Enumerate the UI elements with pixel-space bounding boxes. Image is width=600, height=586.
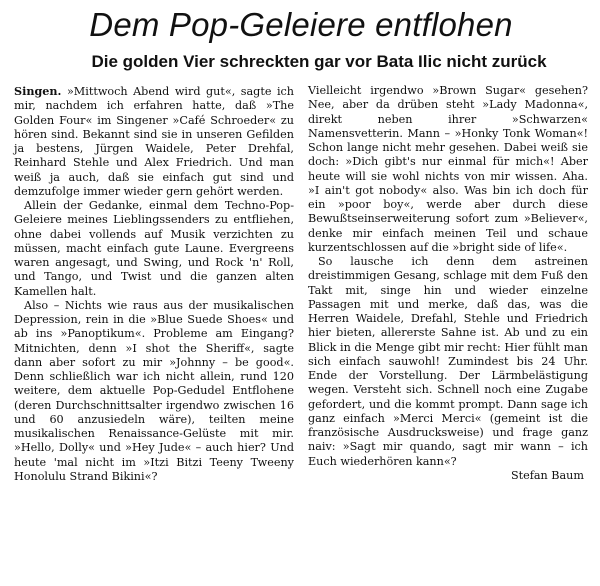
paragraph: Also – Nichts wie raus aus der musikalischen Depression, rein in die »Blue Suede Shoes« und ab ins »Panoptikum«. Probleme am Eingang? Mitnichten, denn »I shot the Sheriff«, sagte dann aber sofort zu mir »Johnny – be good«. Denn schließlich war ich nicht allein, rund 120 weitere, dem aktuelle Pop-Gedudel Entflohene (deren Durchschnittsalter irgendwo zwischen 16 und 60 anzusiedeln wäre), teilten meine musikalischen Renaissance-Gelüste mit mir. »Hello, Dolly« und »Hey Jude« – auch hier? Und heute 'mal nicht im »Itzi Bitzi Teeny Tweeny Honolulu Strand Bikini«? xyxy=(14,298,294,483)
paragraph: Vielleicht irgendwo »Brown Sugar« gesehen? Nee, aber da drüben steht »Lady Madonna«, direkt neben ihrer »Schwarzen« Namensvetterin. Mann – »Honky Tonk Woman«! Schon lange nicht mehr gesehen. Dabei weiß sie doch: »Dich gibt's nur einmal für mich«! Aber heute will sie wohl nichts von mir wissen. Aha. »I ain't got nobody« also. Was bin ich doch für ein »poor boy«, werde aber durch diese Bewußtseinserweiterung sofort zum »Believer«, denke mir einfach meinen Teil und schaue kurzentschlossen auf die »bright side of life«. xyxy=(308,84,588,254)
paragraph xyxy=(14,84,294,199)
paragraph: So lausche ich denn dem astreinen dreistimmigen Gesang, schlage mit dem Fuß den Takt mit, singe hin und wieder einzelne Passagen mit und merke, daß das, was die Herren Waidele, Drefahl, Stehle und Friedrich hier bieten, allererste Sahne ist. Ab und zu ein Blick in die Menge gibt mir recht: Hier fühlt man sich einfach sauwohl! Zumindest bis 24 Uhr. Ende der Vorstellung. Der Lärmbelästigung wegen. Versteht sich. Schnell noch eine Zugabe gefordert, und die kommt prompt. Dann sage ich ganz einfach »Merci Merci« (gemeint ist die französische Ausdrucksweise) und frage ganz naiv: »Sagt mir quando, sagt mir wann – ich Euch wiederhören kann«? xyxy=(308,255,588,468)
subheadline: Die golden Vier schreckten gar vor Bata Ilic nicht zurück xyxy=(91,52,547,71)
dateline: Singen. xyxy=(14,84,62,98)
paragraph: Allein der Gedanke, einmal dem Techno-Pop-Geleiere meines Lieblingssenders zu entfliehen, ohne dabei vollends auf Musik verzichten zu müssen, macht einfach gute Laune. Evergreens waren angesagt, und Swing, und Rock 'n' Roll, und Tango, und Twist und die ganzen alten Kamellen halt. xyxy=(14,199,294,298)
article-body xyxy=(14,84,588,484)
headline: Dem Pop-Geleiere entflohen xyxy=(89,6,513,43)
column-left xyxy=(14,84,294,484)
column-right xyxy=(308,84,588,484)
author-byline: Stefan Baum xyxy=(510,468,584,482)
paragraph-text: »Mittwoch Abend wird gut«, sagte ich mir, nachdem ich erfahren hatte, daß »The Golden Four« im Singener »Café Schroeder« zu hören sind. Bekannt sind sie in unseren Gefilden ja bestens, Jürgen Waidele, Peter Drehfal, Reinhard Stehle und Alex Friedrich. Und man weiß ja auch, daß sie einfach gut sind und demzufolge immer wieder gern gehört werden. xyxy=(14,85,295,198)
